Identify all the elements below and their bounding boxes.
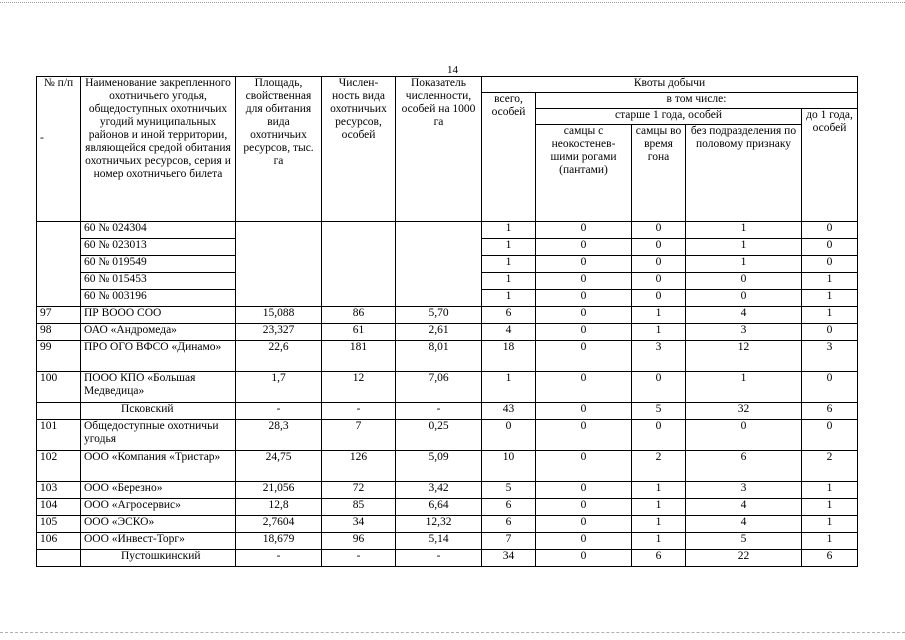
cell-name: ООО «Инвест-Торг»: [81, 533, 236, 550]
header-name: Наименование закрепленного охотничьего угодья, общедоступных охотничьих угодий муниципальных районов и иной территории, являющейся средой обитания охотничьих ресурсов, серия и номер охотничьего билета: [81, 77, 236, 222]
cell-area: 12,8: [236, 499, 322, 516]
header-incl: в том числе:: [536, 93, 858, 109]
cell-no-sex: 22: [686, 550, 802, 567]
cell-num: 98: [37, 324, 81, 341]
cell-males-antlers: 0: [536, 290, 632, 307]
cell-num: 101: [37, 420, 81, 451]
cell-total: 6: [482, 499, 536, 516]
cell-males-rut: 3: [632, 341, 686, 372]
subtotal-row: [37, 550, 858, 567]
cell-total: 5: [482, 482, 536, 499]
cell-no-sex: 4: [686, 307, 802, 324]
cell-no-sex: 1: [686, 222, 802, 239]
cell-density: 5,70: [396, 307, 482, 324]
cell-name: ООО «Агросервис»: [81, 499, 236, 516]
cell-area: 22,6: [236, 341, 322, 372]
cell-total: 18: [482, 341, 536, 372]
cell-num: 104: [37, 499, 81, 516]
cell-males-antlers: 0: [536, 273, 632, 290]
cell-num: 100: [37, 372, 81, 403]
cell-density: 7,06: [396, 372, 482, 403]
cell-males-antlers: 0: [536, 222, 632, 239]
cell-name: Псковский: [81, 403, 236, 420]
table-row: [37, 372, 858, 403]
cell-males-antlers: 0: [536, 451, 632, 482]
cell-males-rut: 2: [632, 451, 686, 482]
cell-males-rut: 6: [632, 550, 686, 567]
cell-name: ПР ВООО СОО: [81, 307, 236, 324]
cell-males-rut: 0: [632, 222, 686, 239]
cell-num: 106: [37, 533, 81, 550]
cell-area: 2,7604: [236, 516, 322, 533]
cell-count: [322, 222, 396, 307]
cell-young: 3: [802, 341, 858, 372]
cell-area: -: [236, 550, 322, 567]
header-area: Площадь, свойственная для обитания вида охотничьих ресурсов, тыс. га: [236, 77, 322, 222]
table-row: [37, 499, 858, 516]
header-males-rut: самцы во время гона: [632, 125, 686, 222]
cell-no-sex: 1: [686, 239, 802, 256]
cell-num: 105: [37, 516, 81, 533]
cell-total: 10: [482, 451, 536, 482]
cell-name: Пустошкинский: [81, 550, 236, 567]
cell-num: 99: [37, 341, 81, 372]
cell-males-antlers: 0: [536, 499, 632, 516]
cell-num: 97: [37, 307, 81, 324]
cell-total: 7: [482, 533, 536, 550]
cell-young: 0: [802, 372, 858, 403]
cell-area: 18,679: [236, 533, 322, 550]
cell-density: -: [396, 403, 482, 420]
cell-young: 0: [802, 256, 858, 273]
cell-count: 34: [322, 516, 396, 533]
cell-young: 2: [802, 451, 858, 482]
cell-young: 6: [802, 403, 858, 420]
cell-total: 1: [482, 256, 536, 273]
cell-name: ООО «Березно»: [81, 482, 236, 499]
header-density: Показатель численности, особей на 1000 га: [396, 77, 482, 222]
table-row: [37, 324, 858, 341]
header-no-sex: без подразделения по половому признаку: [686, 125, 802, 222]
cell-name: Общедоступные охотничьи угодья: [81, 420, 236, 451]
cell-density: 5,14: [396, 533, 482, 550]
cell-no-sex: 3: [686, 324, 802, 341]
cell-males-antlers: 0: [536, 324, 632, 341]
cell-no-sex: 0: [686, 420, 802, 451]
cell-name: 60 № 015453: [81, 273, 236, 290]
header-males-antlers: самцы с неокостенев- шими рогами (пантами): [536, 125, 632, 222]
cell-males-antlers: 0: [536, 307, 632, 324]
cell-total: 1: [482, 222, 536, 239]
table-row: [37, 341, 858, 372]
cell-name: ПООО КПО «Большая Медведица»: [81, 372, 236, 403]
cell-total: 1: [482, 239, 536, 256]
cell-no-sex: 0: [686, 290, 802, 307]
header-older: старше 1 года, особей: [536, 109, 802, 125]
cell-males-antlers: 0: [536, 403, 632, 420]
header-num: № п/п -: [37, 77, 81, 222]
cell-count: 96: [322, 533, 396, 550]
cell-males-rut: 1: [632, 499, 686, 516]
cell-young: 1: [802, 499, 858, 516]
header-dash: -: [40, 132, 44, 144]
cell-density: 3,42: [396, 482, 482, 499]
cell-count: -: [322, 550, 396, 567]
cell-name: ООО «ЭСКО»: [81, 516, 236, 533]
cell-males-antlers: 0: [536, 482, 632, 499]
cell-name: 60 № 003196: [81, 290, 236, 307]
cell-area: 24,75: [236, 451, 322, 482]
cell-total: 1: [482, 372, 536, 403]
cell-young: 0: [802, 420, 858, 451]
cell-males-rut: 0: [632, 420, 686, 451]
cell-males-antlers: 0: [536, 256, 632, 273]
cell-num: [37, 550, 81, 567]
cell-density: [396, 222, 482, 307]
cell-density: 5,09: [396, 451, 482, 482]
cell-young: 1: [802, 482, 858, 499]
table-row: [37, 420, 858, 451]
cell-num: [37, 403, 81, 420]
cell-total: 34: [482, 550, 536, 567]
cell-total: 1: [482, 273, 536, 290]
cell-males-rut: 0: [632, 290, 686, 307]
cell-density: 0,25: [396, 420, 482, 451]
cell-young: 1: [802, 290, 858, 307]
cell-young: 1: [802, 307, 858, 324]
cell-males-antlers: 0: [536, 516, 632, 533]
header-young: до 1 года, особей: [802, 109, 858, 222]
cell-males-antlers: 0: [536, 550, 632, 567]
cell-density: -: [396, 550, 482, 567]
cell-no-sex: 32: [686, 403, 802, 420]
table-row: [37, 516, 858, 533]
cell-young: 6: [802, 550, 858, 567]
cell-no-sex: 0: [686, 273, 802, 290]
cell-no-sex: 12: [686, 341, 802, 372]
subtotal-row: [37, 403, 858, 420]
cell-no-sex: 4: [686, 499, 802, 516]
cell-count: 12: [322, 372, 396, 403]
cell-young: 1: [802, 273, 858, 290]
cell-no-sex: 1: [686, 372, 802, 403]
header-quotas: Квоты добычи: [482, 77, 858, 93]
cell-no-sex: 6: [686, 451, 802, 482]
cell-num: [37, 222, 81, 307]
cell-area: 21,056: [236, 482, 322, 499]
cell-area: [236, 222, 322, 307]
cell-males-antlers: 0: [536, 239, 632, 256]
table-row: [37, 451, 858, 482]
cell-males-rut: 0: [632, 256, 686, 273]
cell-no-sex: 5: [686, 533, 802, 550]
cell-no-sex: 3: [686, 482, 802, 499]
cell-density: 6,64: [396, 499, 482, 516]
scan-edge-top: [0, 2, 905, 6]
cell-count: 7: [322, 420, 396, 451]
cell-males-rut: 0: [632, 372, 686, 403]
header-count: Числен- ность вида охотничьих ресурсов, особей: [322, 77, 396, 222]
cell-males-rut: 1: [632, 307, 686, 324]
cell-males-rut: 0: [632, 273, 686, 290]
cell-count: 61: [322, 324, 396, 341]
cell-total: 6: [482, 516, 536, 533]
cell-young: 0: [802, 239, 858, 256]
cell-males-rut: 1: [632, 324, 686, 341]
cell-name: 60 № 019549: [81, 256, 236, 273]
cell-name: ООО «Компания «Тристар»: [81, 451, 236, 482]
cell-name: 60 № 024304: [81, 222, 236, 239]
cell-area: 15,088: [236, 307, 322, 324]
cell-area: 23,327: [236, 324, 322, 341]
cell-num: 102: [37, 451, 81, 482]
table-row: [37, 307, 858, 324]
cell-count: -: [322, 403, 396, 420]
cell-total: 0: [482, 420, 536, 451]
cell-density: 2,61: [396, 324, 482, 341]
cell-no-sex: 1: [686, 256, 802, 273]
cell-area: 1,7: [236, 372, 322, 403]
cell-name: ПРО ОГО ВФСО «Динамо»: [81, 341, 236, 372]
cell-males-antlers: 0: [536, 341, 632, 372]
cell-males-rut: 0: [632, 239, 686, 256]
table-row: [37, 222, 858, 239]
cell-count: 85: [322, 499, 396, 516]
cell-males-antlers: 0: [536, 372, 632, 403]
cell-males-antlers: 0: [536, 533, 632, 550]
cell-density: 8,01: [396, 341, 482, 372]
scan-edge-bottom: [0, 630, 905, 633]
cell-males-rut: 5: [632, 403, 686, 420]
quota-table: [36, 76, 858, 567]
cell-name: 60 № 023013: [81, 239, 236, 256]
cell-count: 72: [322, 482, 396, 499]
cell-males-rut: 1: [632, 482, 686, 499]
cell-total: 43: [482, 403, 536, 420]
cell-young: 0: [802, 222, 858, 239]
cell-area: -: [236, 403, 322, 420]
cell-count: 181: [322, 341, 396, 372]
cell-count: 86: [322, 307, 396, 324]
cell-males-antlers: 0: [536, 420, 632, 451]
page-number: 14: [447, 64, 458, 76]
cell-no-sex: 4: [686, 516, 802, 533]
cell-name: ОАО «Андромеда»: [81, 324, 236, 341]
table-row: [37, 533, 858, 550]
cell-young: 0: [802, 324, 858, 341]
cell-num: 103: [37, 482, 81, 499]
cell-young: 1: [802, 533, 858, 550]
cell-males-rut: 1: [632, 533, 686, 550]
cell-total: 6: [482, 307, 536, 324]
header-total: всего, особей: [482, 93, 536, 222]
cell-count: 126: [322, 451, 396, 482]
cell-area: 28,3: [236, 420, 322, 451]
table-row: [37, 482, 858, 499]
cell-density: 12,32: [396, 516, 482, 533]
cell-males-rut: 1: [632, 516, 686, 533]
cell-total: 1: [482, 290, 536, 307]
cell-young: 1: [802, 516, 858, 533]
cell-total: 4: [482, 324, 536, 341]
